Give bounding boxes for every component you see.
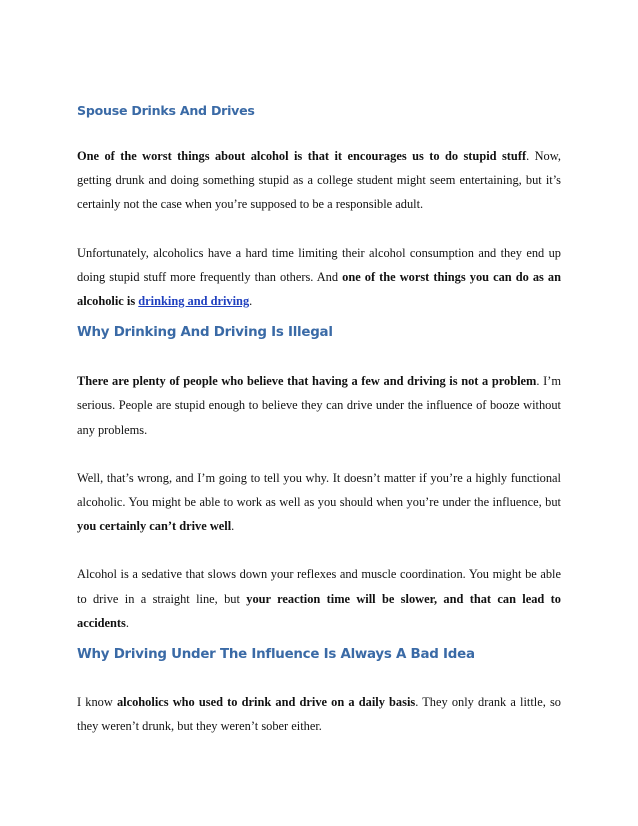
section-heading-spouse: Spouse Drinks And Drives bbox=[77, 103, 255, 118]
document-body bbox=[77, 102, 561, 738]
paragraph bbox=[77, 241, 561, 314]
paragraph-text: . Now, getting drunk and doing something stupid as a college student might seem entertaining, but it’s certainly not the case when you’re supposed to be a responsible adult. bbox=[77, 149, 561, 212]
paragraph-text: Unfortunately, alcoholics have a hard time limiting their alcohol consumption and they end up doing stupid stuff more frequently than others. And bbox=[77, 245, 561, 284]
paragraph-text: . They only drank a little, so they weren’t drunk, but they weren’t sober either. bbox=[77, 695, 561, 734]
paragraph-text: Well, that’s wrong, and I’m going to tell you why. It doesn’t matter if you’re a highly functional alcoholic. You might be able to work as well as you should when you’re under the influence, but bbox=[77, 470, 561, 510]
bold-text: There are plenty of people who believe that having a few and driving is not a problem bbox=[77, 374, 537, 389]
paragraph-text: I know bbox=[77, 695, 117, 710]
paragraph-text: Alcohol is a sedative that slows down your reflexes and muscle coordination. You might be able to drive in a straight line, but bbox=[77, 567, 561, 606]
paragraph-text: . bbox=[125, 615, 129, 630]
bold-text: alcoholics who used to drink and drive on a daily basis bbox=[116, 695, 416, 710]
bold-text: one of the worst things you can do as an alcoholic is bbox=[77, 269, 561, 309]
bold-text: One of the worst things about alcohol is that it encourages us to do stupid stuff bbox=[77, 149, 527, 163]
paragraph bbox=[77, 369, 561, 442]
paragraph bbox=[77, 466, 561, 539]
bold-text: your reaction time will be slower, and that can lead to accidents bbox=[77, 591, 561, 630]
paragraph-text: . bbox=[249, 294, 253, 309]
section-heading-illegal: Why Drinking And Driving Is Illegal bbox=[77, 325, 333, 341]
paragraph bbox=[77, 562, 561, 635]
paragraph-text: . bbox=[231, 519, 235, 534]
paragraph bbox=[77, 144, 561, 217]
paragraph bbox=[77, 690, 561, 738]
section-heading-bad-idea: Why Driving Under The Influence Is Always A Bad Idea bbox=[77, 647, 475, 663]
paragraph-text: . I’m serious. People are stupid enough to believe they can drive under the influence of booze without any problems. bbox=[77, 374, 561, 437]
drinking-and-driving-link[interactable]: drinking and driving bbox=[138, 294, 250, 309]
bold-text: you certainly can’t drive well bbox=[77, 519, 232, 534]
